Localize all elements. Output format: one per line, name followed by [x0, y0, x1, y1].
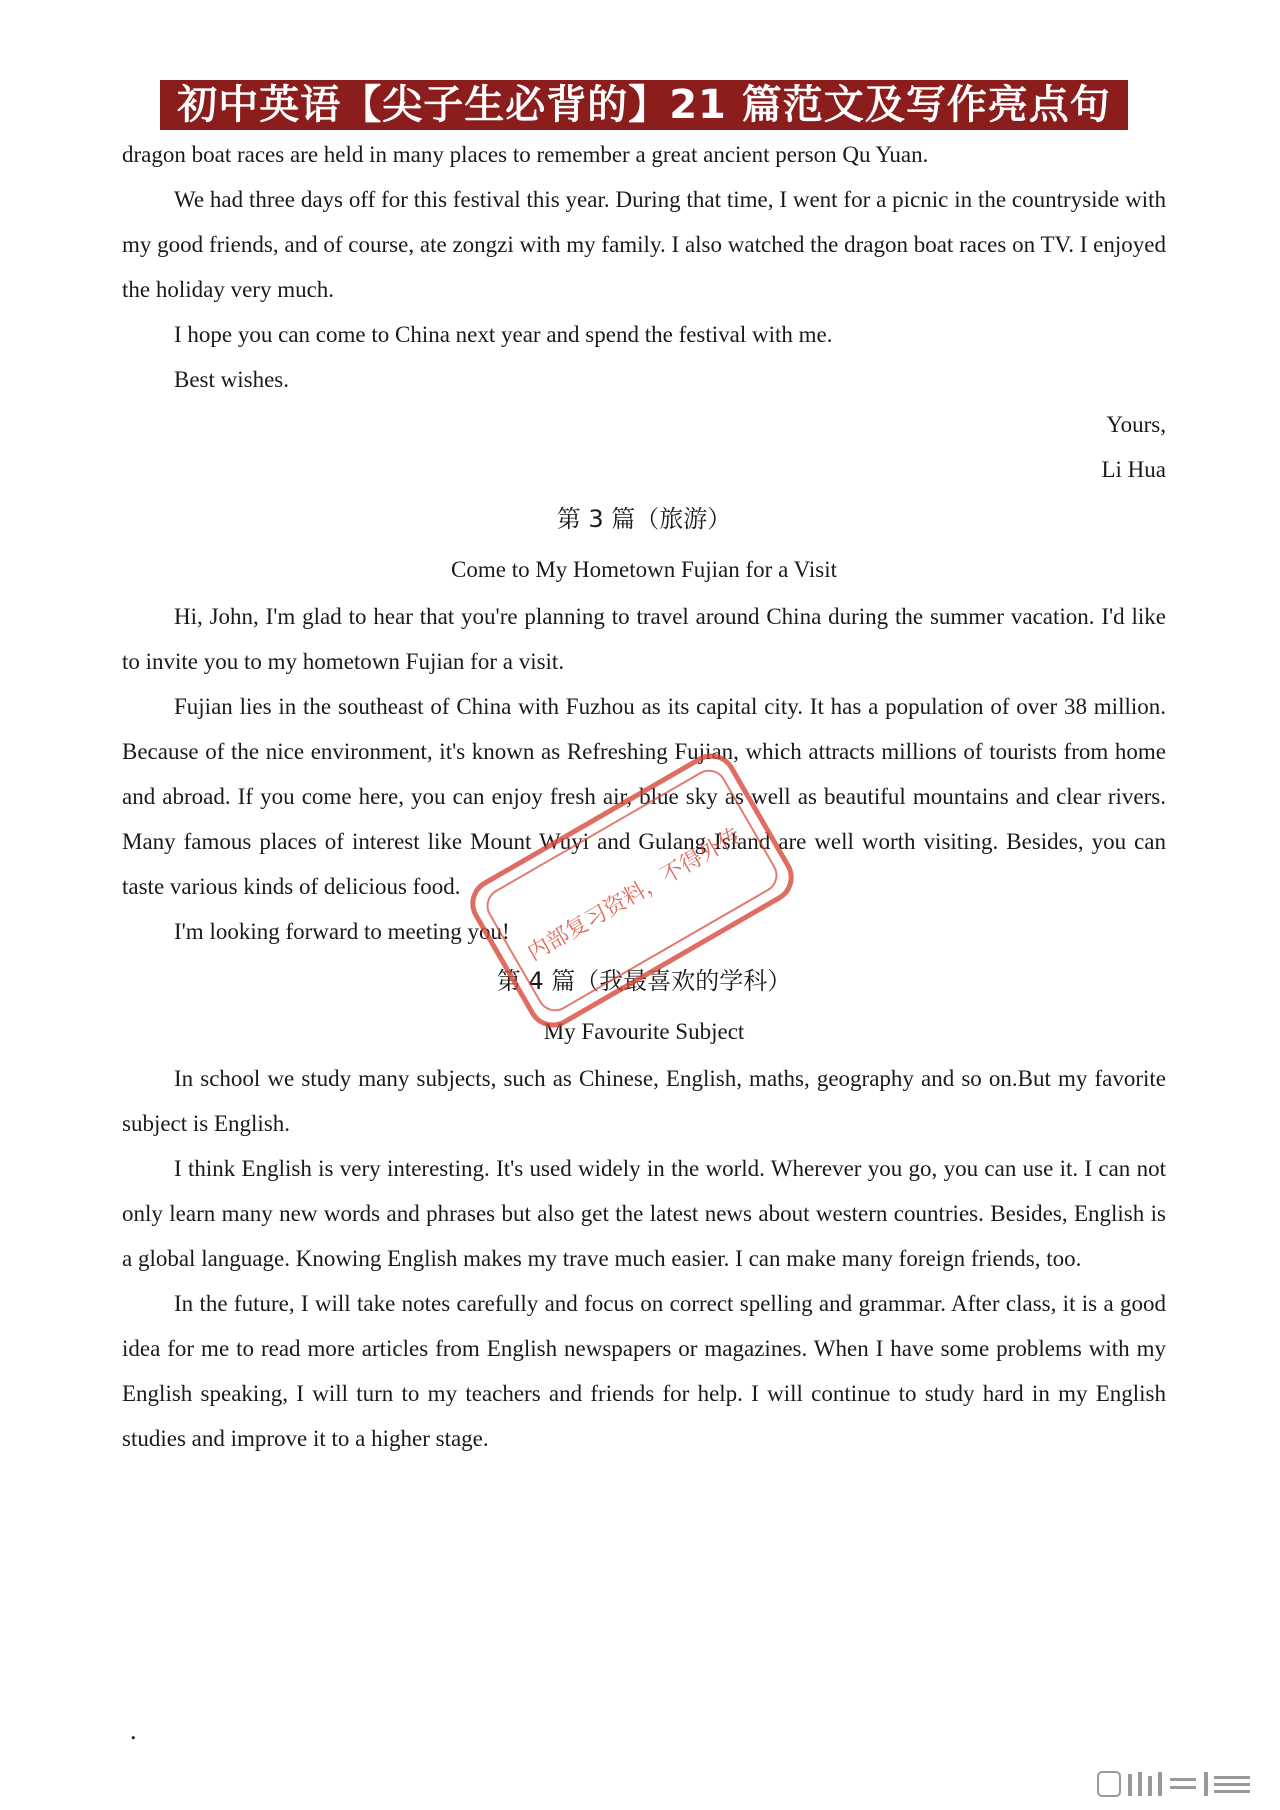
essay4-paragraph-3: In the future, I will take notes carefully and focus on correct spelling and grammar. After class, it is a good idea for me to read more articles from English newspapers or magazines. When I have some problems with my English speaking, I will turn to my teachers and friends for help. I will continue to study hard in my English studies and improve it to a higher stage. [122, 1291, 1166, 1451]
essay2-paragraph-3: Best wishes. [174, 367, 289, 392]
essay4-paragraph-2: I think English is very interesting. It's used widely in the world. Wherever you go, you can use it. I can not only learn many new words and phrases but also get the latest news about western countries. Besides, English is a global language. Knowing English makes my trave much easier. I can make many foreign friends, too. [122, 1156, 1166, 1271]
essay3-heading: 第 3 篇（旅游） [556, 505, 732, 533]
essay2-signature: Li Hua [1101, 457, 1166, 482]
essay4-heading: 第 4 篇（我最喜欢的学科） [496, 967, 792, 995]
essay4-paragraph-1: In school we study many subjects, such as Chinese, English, maths, geography and so on.But my favorite subject is English. [122, 1066, 1166, 1136]
essay2-paragraph-0: dragon boat races are held in many places to remember a great ancient person Qu Yuan. [122, 142, 929, 167]
essay3-title: Come to My Hometown Fujian for a Visit [451, 557, 837, 582]
essay2-closing: Yours, [1106, 412, 1166, 437]
essay3-paragraph-3: I'm looking forward to meeting you! [174, 919, 510, 944]
essay3-paragraph-2: Fujian lies in the southeast of China with Fuzhou as its capital city. It has a population of over 38 million. Because of the nice environment, it's known as Refreshing Fujian, which attracts millions of tourists from home and abroad. If you come here, you can enjoy fresh air, blue sky as well as beautiful mountains and clear rivers. Many famous places of interest like Mount Wuyi and Gulang Island are well worth visiting. Besides, you can taste various kinds of delicious food. [122, 694, 1166, 899]
document-body [122, 132, 1166, 1461]
page-dot-mark: . [130, 1716, 137, 1745]
stamp-text: 内部复习资料，不得外传 [523, 823, 746, 967]
essay2-paragraph-2: I hope you can come to China next year and spend the festival with me. [174, 322, 833, 347]
watermark-logo-icon [1096, 1770, 1256, 1798]
document-banner-title: 初中英语【尖子生必背的】21 篇范文及写作亮点句 [160, 80, 1128, 130]
essay4-title: My Favourite Subject [543, 1019, 745, 1044]
essay3-paragraph-1: Hi, John, I'm glad to hear that you're planning to travel around China during the summer vacation. I'd like to invite you to my hometown Fujian for a visit. [122, 604, 1166, 674]
essay2-paragraph-1: We had three days off for this festival this year. During that time, I went for a picnic in the countryside with my good friends, and of course, ate zongzi with my family. I also watched the dragon boat races on TV. I enjoyed the holiday very much. [122, 187, 1166, 302]
